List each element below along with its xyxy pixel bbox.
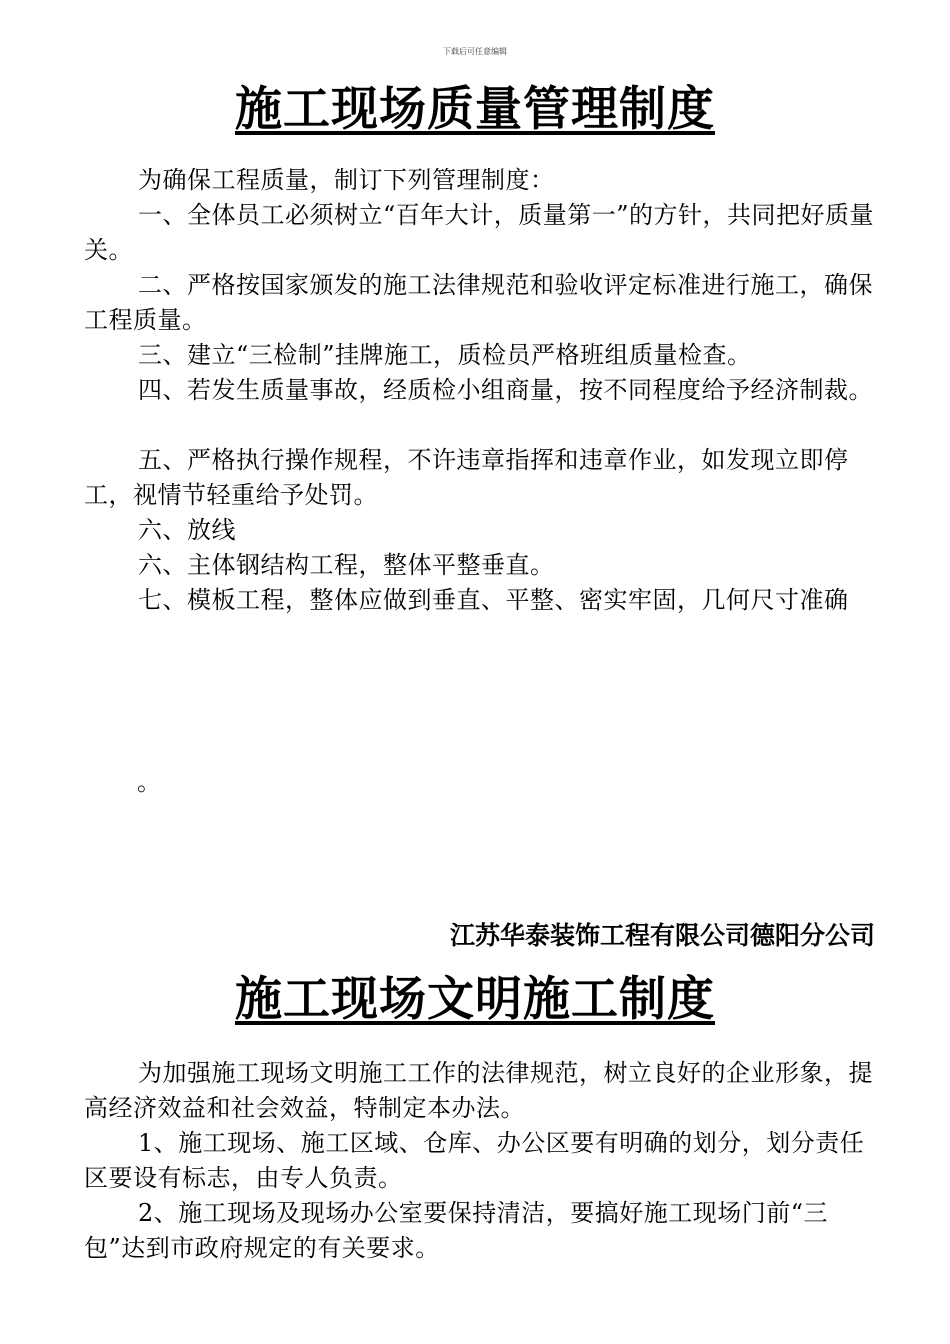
quality-paragraph-3: 三、建立“三检制”挂牌施工，质检员严格班组质量检查。 bbox=[138, 341, 752, 369]
trailing-period: 。 bbox=[137, 768, 161, 796]
quality-paragraph-intro: 为确保工程质量，制订下列管理制度： bbox=[138, 166, 555, 194]
header-note: 下载后可任意编辑 bbox=[443, 47, 507, 56]
company-name: 江苏华泰装饰工程有限公司德阳分公司 bbox=[449, 921, 875, 950]
quality-paragraph-6a: 六、放线 bbox=[138, 516, 236, 544]
quality-paragraph-1: 一、全体员工必须树立“百年大计，质量第一”的方针，共同把好质量关。 bbox=[84, 201, 875, 264]
quality-management-title: 施工现场质量管理制度 bbox=[235, 82, 715, 137]
civilized-paragraph-1: 1、施工现场、施工区域、仓库、办公区要有明确的划分，划分责任区要设有标志，由专人负责。 bbox=[84, 1129, 865, 1192]
civilized-paragraph-2: 2、施工现场及现场办公室要保持清洁，要搞好施工现场门前“三包”达到市政府规定的有关要求。 bbox=[84, 1199, 829, 1262]
quality-paragraph-5: 五、严格执行操作规程，不许违章指挥和违章作业，如发现立即停工，视情节轻重给予处罚。 bbox=[84, 446, 849, 509]
quality-paragraph-2: 二、严格按国家颁发的施工法律规范和验收评定标准进行施工，确保工程质量。 bbox=[84, 271, 873, 334]
quality-paragraph-4: 四、若发生质量事故，经质检小组商量，按不同程度给予经济制裁。 bbox=[138, 376, 873, 404]
quality-paragraph-7: 七、模板工程，整体应做到垂直、平整、密实牢固，几何尺寸准确 bbox=[138, 586, 849, 614]
quality-paragraph-6b: 六、主体钢结构工程，整体平整垂直。 bbox=[138, 551, 555, 579]
civilized-construction-title: 施工现场文明施工制度 bbox=[235, 972, 715, 1027]
civilized-paragraph-intro: 为加强施工现场文明施工工作的法律规范，树立良好的企业形象，提高经济效益和社会效益，特制定本办法。 bbox=[84, 1059, 873, 1122]
